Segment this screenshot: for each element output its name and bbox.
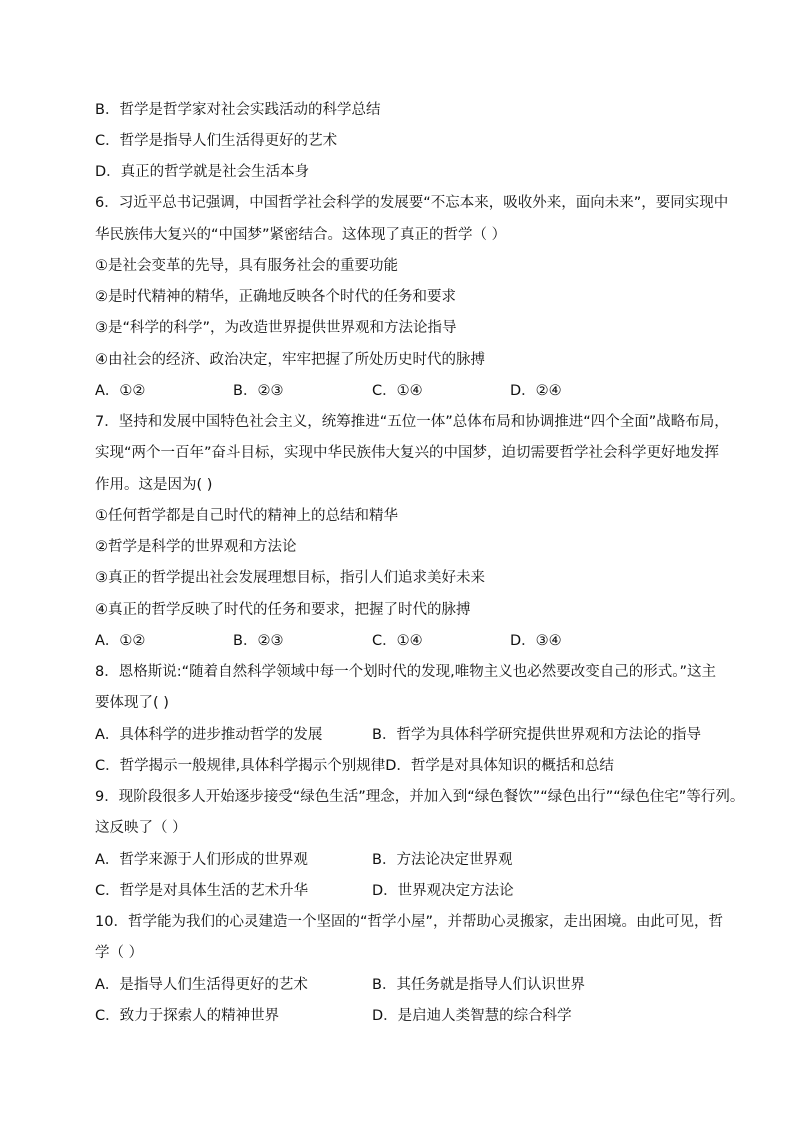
q7-item-1: ①任何哲学都是自己时代的精神上的总结和精华 — [95, 508, 398, 524]
q9-stem-line2: 这反映了（ ） — [95, 820, 187, 836]
q10-option-d: D．是启迪人类智慧的综合科学 — [372, 1008, 572, 1024]
q9-option-d: D．世界观决定方法论 — [372, 883, 514, 899]
q6-option-c: C．①④ — [372, 383, 423, 399]
q7-item-3: ③真正的哲学提出社会发展理想目标，指引人们追求美好未来 — [95, 570, 485, 586]
q7-stem-line3: 作用。这是因为( ) — [95, 477, 213, 493]
q8-stem-line2: 要体现了( ) — [95, 695, 169, 711]
q6-option-d: D．②④ — [510, 383, 562, 399]
q7-option-b: B．②③ — [233, 633, 284, 649]
q6-option-b: B．②③ — [233, 383, 284, 399]
q5-option-d: D．真正的哲学就是社会生活本身 — [95, 164, 310, 180]
q7-option-a: A．①② — [95, 633, 146, 649]
q6-stem-line1: 6．习近平总书记强调，中国哲学社会科学的发展要“不忘本来，吸收外来，面向未来”，要同实现中 — [95, 195, 729, 211]
q7-item-2: ②哲学是科学的世界观和方法论 — [95, 539, 297, 555]
q10-stem-line2: 学（ ） — [95, 945, 144, 961]
q6-item-1: ①是社会变革的先导，具有服务社会的重要功能 — [95, 258, 398, 274]
q7-option-d: D．③④ — [510, 633, 562, 649]
q5-option-c: C．哲学是指导人们生活得更好的艺术 — [95, 133, 338, 149]
q7-stem-line2: 实现“两个一百年”奋斗目标，实现中华民族伟大复兴的中国梦，迫切需要哲学社会科学更好地发挥 — [95, 445, 720, 461]
q9-stem-line1: 9．现阶段很多人开始逐步接受“绿色生活”理念，并加入到“绿色餐饮”“绿色出行”“绿色住宅”等行列。 — [95, 789, 745, 805]
q10-option-b: B．其任务就是指导人们认识世界 — [372, 977, 585, 993]
q8-option-b: B．哲学为具体科学研究提供世界观和方法论的指导 — [372, 727, 701, 743]
q5-option-b: B．哲学是哲学家对社会实践活动的科学总结 — [95, 102, 381, 118]
q6-item-4: ④由社会的经济、政治决定，牢牢把握了所处历史时代的脉搏 — [95, 352, 485, 368]
q8-stem-line1: 8．恩格斯说:“随着自然科学领域中每一个划时代的发现,唯物主义也必然要改变自己的形式。”这主 — [95, 664, 716, 680]
q9-option-a: A．哲学来源于人们形成的世界观 — [95, 852, 308, 868]
q6-option-a: A．①② — [95, 383, 146, 399]
q8-option-a: A．具体科学的进步推动哲学的发展 — [95, 727, 323, 743]
q10-option-c: C．致力于探索人的精神世界 — [95, 1008, 280, 1024]
q6-stem-line2: 华民族伟大复兴的“中国梦”紧密结合。这体现了真正的哲学（ ） — [95, 227, 507, 243]
q9-option-c: C．哲学是对具体生活的艺术升华 — [95, 883, 309, 899]
q8-option-c-d: C．哲学揭示一般规律,具体科学揭示个别规律D．哲学是对具体知识的概括和总结 — [95, 758, 614, 774]
q10-stem-line1: 10．哲学能为我们的心灵建造一个坚固的“哲学小屋”，并帮助心灵搬家，走出困境。由此可见，哲 — [95, 914, 723, 930]
q7-item-4: ④真正的哲学反映了时代的任务和要求，把握了时代的脉搏 — [95, 602, 471, 618]
q6-item-2: ②是时代精神的精华，正确地反映各个时代的任务和要求 — [95, 289, 456, 305]
q6-item-3: ③是“科学的科学”，为改造世界提供世界观和方法论指导 — [95, 320, 457, 336]
q7-stem-line1: 7．坚持和发展中国特色社会主义，统筹推进“五位一体”总体布局和协调推进“四个全面”战略布局， — [95, 414, 729, 430]
q9-option-b: B．方法论决定世界观 — [372, 852, 513, 868]
q10-option-a: A．是指导人们生活得更好的艺术 — [95, 977, 308, 993]
q7-option-c: C．①④ — [372, 633, 423, 649]
